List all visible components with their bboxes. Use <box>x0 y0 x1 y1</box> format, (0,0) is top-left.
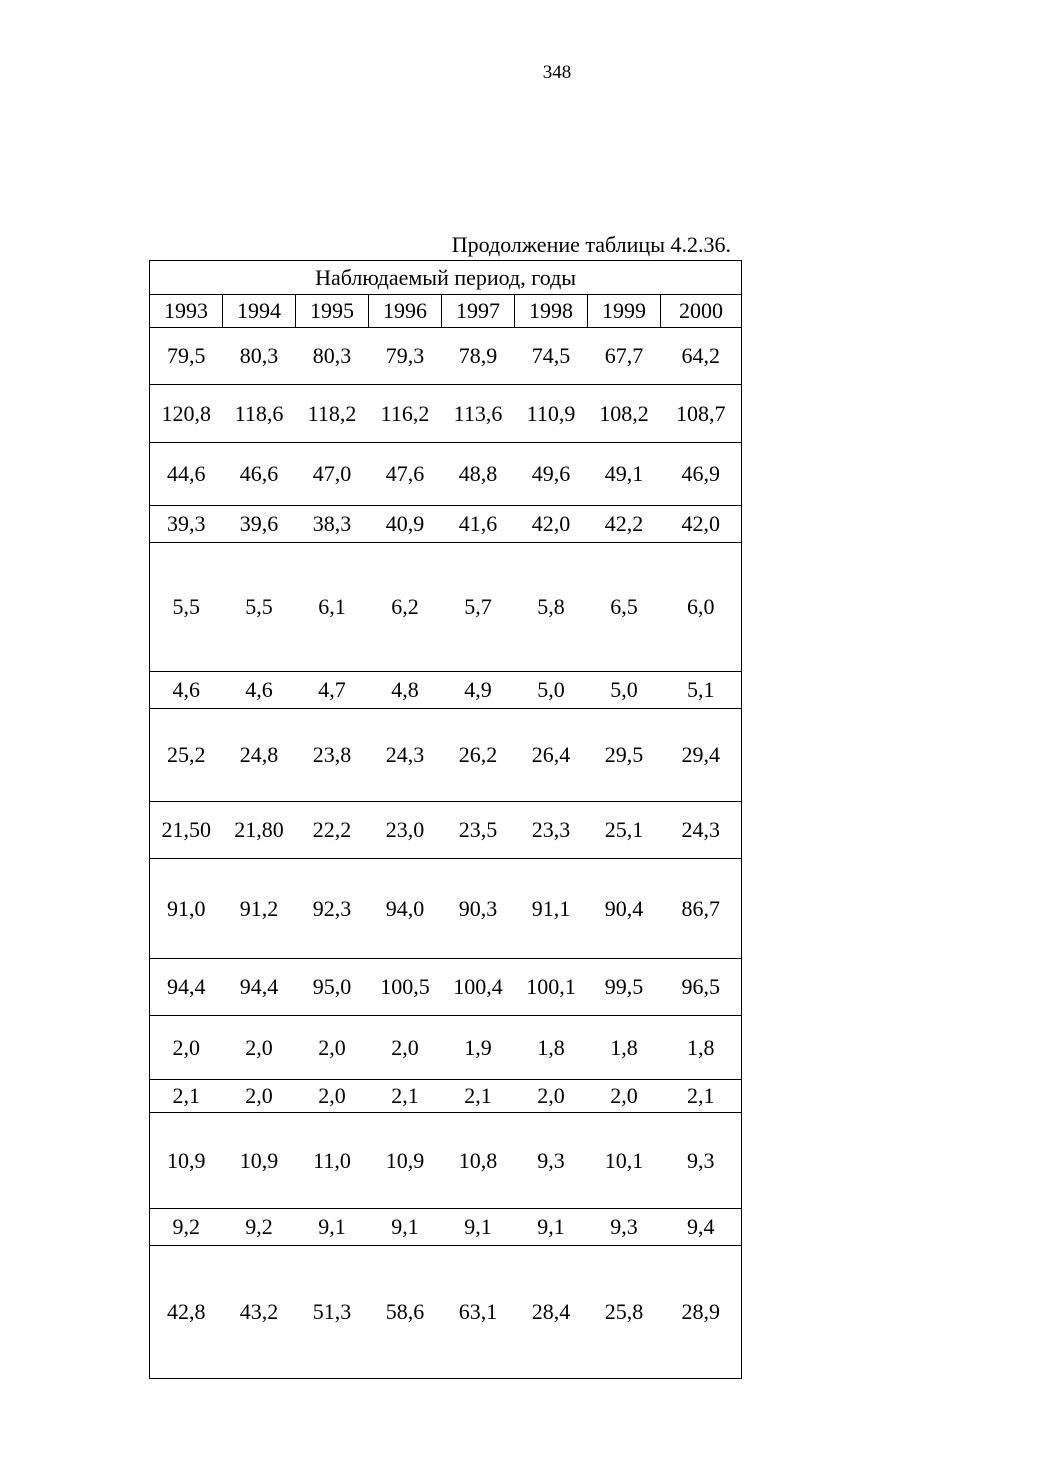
cell-value: 9,3 <box>537 1147 565 1173</box>
cell-value: 5,5 <box>172 594 200 619</box>
table-cell <box>661 506 742 543</box>
cell-value: 4,6 <box>172 677 200 702</box>
table-cell <box>661 443 742 506</box>
cell-value: 5,7 <box>464 594 492 619</box>
cell-value: 4,7 <box>318 677 346 702</box>
cell-value: 80,3 <box>312 343 352 368</box>
cell-value: 49,1 <box>604 461 644 486</box>
table-cell <box>223 443 296 506</box>
cell-value: 46,6 <box>239 461 279 486</box>
cell-value: 2,0 <box>245 1083 273 1108</box>
cell-value: 94,4 <box>167 974 206 999</box>
cell-value: 63,1 <box>458 1299 498 1324</box>
cell-value: 49,6 <box>531 461 571 486</box>
cell-value: 91,0 <box>167 895 206 921</box>
table-cell <box>515 1016 588 1080</box>
table-cell <box>661 802 742 859</box>
table-row <box>150 1246 742 1379</box>
table-cell <box>223 1246 296 1379</box>
table-cell <box>150 443 223 506</box>
cell-value: 24,3 <box>681 817 721 842</box>
table-cell <box>223 506 296 543</box>
table-cell <box>661 959 742 1016</box>
cell-value: 9,2 <box>172 1214 200 1239</box>
table-cell <box>661 709 742 802</box>
table-cell <box>442 1246 515 1379</box>
cell-value: 100,4 <box>453 974 503 999</box>
cell-value: 41,6 <box>458 511 498 536</box>
cell-value: 6,5 <box>610 594 638 619</box>
cell-value: 29,5 <box>604 742 644 767</box>
table-cell <box>150 385 223 443</box>
table-cell <box>150 709 223 802</box>
table-cell <box>515 328 588 385</box>
cell-value: 1,8 <box>610 1034 638 1060</box>
cell-value: 9,1 <box>464 1214 492 1239</box>
table-cell <box>515 385 588 443</box>
table-cell <box>369 1113 442 1209</box>
table-cell <box>515 506 588 543</box>
cell-value: 2,0 <box>245 1034 273 1060</box>
cell-value: 2,0 <box>537 1083 565 1108</box>
cell-value: 25,8 <box>604 1299 644 1324</box>
cell-value: 90,4 <box>604 895 644 921</box>
table-cell <box>661 385 742 443</box>
table-cell <box>588 802 661 859</box>
table-cell <box>296 506 369 543</box>
cell-value: 91,1 <box>531 895 571 921</box>
table-cell <box>223 1016 296 1080</box>
cell-value: 5,8 <box>537 594 565 619</box>
year-header-row <box>150 295 742 328</box>
cell-value: 86,7 <box>681 895 721 921</box>
year-header-cell: 1998 <box>515 295 588 328</box>
table-cell <box>442 506 515 543</box>
table-row <box>150 543 742 672</box>
cell-value: 25,2 <box>167 742 206 767</box>
table-cell <box>369 543 442 672</box>
cell-value: 100,1 <box>526 974 576 999</box>
table-cell <box>661 543 742 672</box>
cell-value: 24,3 <box>385 742 425 767</box>
table-cell <box>442 1080 515 1113</box>
table-cell <box>150 672 223 709</box>
table-cell <box>150 1246 223 1379</box>
table-cell <box>150 1113 223 1209</box>
table-cell <box>515 1209 588 1246</box>
table-row <box>150 443 742 506</box>
cell-value: 95,0 <box>312 974 352 999</box>
cell-value: 47,6 <box>385 461 425 486</box>
table-cell <box>515 672 588 709</box>
cell-value: 6,1 <box>318 594 346 619</box>
cell-value: 9,1 <box>537 1214 565 1239</box>
table-cell <box>369 1209 442 1246</box>
cell-value: 90,3 <box>458 895 498 921</box>
cell-value: 80,3 <box>239 343 279 368</box>
cell-value: 9,4 <box>687 1214 715 1239</box>
cell-value: 9,3 <box>610 1214 638 1239</box>
cell-value: 42,0 <box>531 511 571 536</box>
cell-value: 29,4 <box>681 742 721 767</box>
table-cell <box>515 959 588 1016</box>
cell-value: 23,5 <box>458 817 498 842</box>
table-cell <box>661 1209 742 1246</box>
cell-value: 94,4 <box>239 974 279 999</box>
cell-value: 5,0 <box>537 677 565 702</box>
cell-value: 11,0 <box>313 1147 351 1173</box>
cell-value: 10,9 <box>385 1147 425 1173</box>
cell-value: 6,2 <box>391 594 419 619</box>
table-cell <box>515 1246 588 1379</box>
table-cell <box>150 1080 223 1113</box>
cell-value: 1,8 <box>687 1034 715 1060</box>
year-header-cell: 1995 <box>296 295 369 328</box>
cell-value: 113,6 <box>453 400 503 426</box>
table-cell <box>296 443 369 506</box>
table-cell <box>223 1113 296 1209</box>
table-row <box>150 672 742 709</box>
cell-value: 74,5 <box>531 343 571 368</box>
cell-value: 23,3 <box>531 817 571 842</box>
table-cell <box>150 328 223 385</box>
table-cell <box>296 959 369 1016</box>
table-cell <box>588 1246 661 1379</box>
cell-value: 1,9 <box>464 1034 492 1060</box>
table-cell <box>661 1113 742 1209</box>
table-cell <box>442 859 515 959</box>
table-cell <box>442 1113 515 1209</box>
table-cell <box>296 1246 369 1379</box>
table-cell <box>150 802 223 859</box>
cell-value: 2,1 <box>464 1083 492 1108</box>
table-cell <box>588 672 661 709</box>
table-cell <box>369 1246 442 1379</box>
cell-value: 21,50 <box>161 817 211 842</box>
data-table <box>149 260 742 1379</box>
table-row <box>150 802 742 859</box>
table-cell <box>588 443 661 506</box>
table-row <box>150 709 742 802</box>
table-cell <box>223 385 296 443</box>
table-cell <box>515 859 588 959</box>
table-cell <box>296 1113 369 1209</box>
table-row <box>150 859 742 959</box>
table-cell <box>442 328 515 385</box>
cell-value: 78,9 <box>458 343 498 368</box>
table-cell <box>515 709 588 802</box>
cell-value: 23,0 <box>385 817 425 842</box>
cell-value: 28,9 <box>681 1299 721 1324</box>
cell-value: 2,1 <box>172 1083 200 1108</box>
table-cell <box>515 1113 588 1209</box>
table-cell <box>588 859 661 959</box>
table-cell <box>223 959 296 1016</box>
cell-value: 39,6 <box>239 511 279 536</box>
year-header-cell: 1993 <box>150 295 223 328</box>
table-cell <box>369 1080 442 1113</box>
cell-value: 108,7 <box>676 400 726 426</box>
cell-value: 94,0 <box>385 895 425 921</box>
cell-value: 42,2 <box>604 511 644 536</box>
table-cell <box>369 802 442 859</box>
table-cell <box>442 1209 515 1246</box>
table-cell <box>223 1209 296 1246</box>
table-row <box>150 959 742 1016</box>
cell-value: 2,1 <box>391 1083 419 1108</box>
table-cell <box>588 709 661 802</box>
cell-value: 91,2 <box>239 895 279 921</box>
cell-value: 2,0 <box>172 1034 200 1060</box>
year-header-cell: 1994 <box>223 295 296 328</box>
table-cell <box>223 802 296 859</box>
table-cell <box>223 672 296 709</box>
table-cell <box>369 959 442 1016</box>
cell-value: 108,2 <box>599 400 649 426</box>
table-cell <box>223 543 296 672</box>
table-cell <box>296 328 369 385</box>
cell-value: 47,0 <box>312 461 352 486</box>
table-row <box>150 1113 742 1209</box>
cell-value: 5,5 <box>245 594 273 619</box>
cell-value: 10,9 <box>167 1147 206 1173</box>
cell-value: 26,4 <box>531 742 571 767</box>
table-row <box>150 328 742 385</box>
table-cell <box>442 709 515 802</box>
table-cell <box>588 506 661 543</box>
table-cell <box>442 959 515 1016</box>
cell-value: 58,6 <box>385 1299 425 1324</box>
cell-value: 42,0 <box>681 511 721 536</box>
table-cell <box>661 672 742 709</box>
table-cell <box>296 672 369 709</box>
table-cell <box>515 443 588 506</box>
cell-value: 48,8 <box>458 461 498 486</box>
cell-value: 10,1 <box>604 1147 644 1173</box>
table-cell <box>369 506 442 543</box>
cell-value: 2,0 <box>610 1083 638 1108</box>
cell-value: 39,3 <box>167 511 206 536</box>
table-cell <box>369 672 442 709</box>
year-header-cell: 2000 <box>661 295 742 328</box>
cell-value: 2,1 <box>687 1083 715 1108</box>
table-cell <box>661 328 742 385</box>
table-cell <box>588 385 661 443</box>
table-cell <box>515 543 588 672</box>
table-cell <box>661 1016 742 1080</box>
table-cell <box>150 859 223 959</box>
cell-value: 99,5 <box>604 974 644 999</box>
table-cell <box>369 443 442 506</box>
cell-value: 2,0 <box>391 1034 419 1060</box>
table-cell <box>296 385 369 443</box>
cell-value: 79,3 <box>385 343 425 368</box>
year-header-cell: 1999 <box>588 295 661 328</box>
cell-value: 23,8 <box>312 742 352 767</box>
cell-value: 9,1 <box>318 1214 346 1239</box>
table-cell <box>223 709 296 802</box>
table-cell <box>588 1016 661 1080</box>
cell-value: 43,2 <box>239 1299 279 1324</box>
cell-value: 42,8 <box>167 1299 206 1324</box>
table-cell <box>369 328 442 385</box>
cell-value: 2,0 <box>318 1083 346 1108</box>
cell-value: 64,2 <box>681 343 721 368</box>
cell-value: 24,8 <box>239 742 279 767</box>
cell-value: 2,0 <box>318 1034 346 1060</box>
cell-value: 26,2 <box>458 742 498 767</box>
table-row <box>150 1209 742 1246</box>
cell-value: 28,4 <box>531 1299 571 1324</box>
table-cell <box>296 543 369 672</box>
cell-value: 4,8 <box>391 677 419 702</box>
cell-value: 118,6 <box>234 400 284 426</box>
cell-value: 67,7 <box>604 343 644 368</box>
cell-value: 6,0 <box>687 594 715 619</box>
table-cell <box>442 543 515 672</box>
table-cell <box>515 802 588 859</box>
table-body <box>150 328 742 1379</box>
cell-value: 9,1 <box>391 1214 419 1239</box>
table-cell <box>588 328 661 385</box>
cell-value: 9,3 <box>687 1147 715 1173</box>
table-cell <box>369 1016 442 1080</box>
table-cell <box>442 443 515 506</box>
cell-value: 4,6 <box>245 677 273 702</box>
table-cell <box>369 385 442 443</box>
cell-value: 96,5 <box>681 974 721 999</box>
table-cell <box>223 859 296 959</box>
table-row <box>150 506 742 543</box>
table-cell <box>223 328 296 385</box>
table-cell <box>661 859 742 959</box>
year-header-cell: 1997 <box>442 295 515 328</box>
table-row <box>150 385 742 443</box>
table-cell <box>588 1209 661 1246</box>
table-cell <box>296 709 369 802</box>
table-cell <box>442 385 515 443</box>
page-number: 348 <box>542 62 572 83</box>
table-cell <box>515 1080 588 1113</box>
cell-value: 51,3 <box>312 1299 352 1324</box>
year-header-cell: 1996 <box>369 295 442 328</box>
cell-value: 21,80 <box>234 817 284 842</box>
cell-value: 44,6 <box>167 461 206 486</box>
table-cell <box>223 1080 296 1113</box>
table-cell <box>296 802 369 859</box>
cell-value: 22,2 <box>312 817 352 842</box>
cell-value: 1,8 <box>537 1034 565 1060</box>
cell-value: 10,8 <box>458 1147 498 1173</box>
table-cell <box>150 543 223 672</box>
table-row <box>150 1016 742 1080</box>
table-cell <box>150 959 223 1016</box>
cell-value: 120,8 <box>161 400 211 426</box>
table-cell <box>442 1016 515 1080</box>
cell-value: 4,9 <box>464 677 492 702</box>
table-cell <box>296 1016 369 1080</box>
cell-value: 100,5 <box>380 974 430 999</box>
cell-value: 110,9 <box>526 400 576 426</box>
cell-value: 118,2 <box>307 400 357 426</box>
cell-value: 92,3 <box>312 895 352 921</box>
cell-value: 116,2 <box>380 400 430 426</box>
table-cell <box>588 959 661 1016</box>
cell-value: 40,9 <box>385 511 425 536</box>
table-cell <box>588 1080 661 1113</box>
table-cell <box>150 1209 223 1246</box>
table-cell <box>588 543 661 672</box>
table-cell <box>150 1016 223 1080</box>
table-cell <box>442 802 515 859</box>
cell-value: 5,1 <box>687 677 715 702</box>
table-cell <box>296 1209 369 1246</box>
cell-value: 9,2 <box>245 1214 273 1239</box>
table-cell <box>442 672 515 709</box>
cell-value: 38,3 <box>312 511 352 536</box>
cell-value: 46,9 <box>681 461 721 486</box>
table-cell <box>296 1080 369 1113</box>
table-cell <box>296 859 369 959</box>
table-cell <box>150 506 223 543</box>
table-cell <box>661 1246 742 1379</box>
cell-value: 5,0 <box>610 677 638 702</box>
table-cell <box>369 859 442 959</box>
table-row <box>150 1080 742 1113</box>
cell-value: 10,9 <box>239 1147 279 1173</box>
table-cell <box>661 1080 742 1113</box>
table-header-period: Наблюдаемый период, годы <box>150 261 742 295</box>
cell-value: 79,5 <box>167 343 206 368</box>
table-cell <box>369 709 442 802</box>
table-caption: Продолжение таблицы 4.2.36. <box>451 232 731 257</box>
cell-value: 25,1 <box>604 817 644 842</box>
table-cell <box>588 1113 661 1209</box>
